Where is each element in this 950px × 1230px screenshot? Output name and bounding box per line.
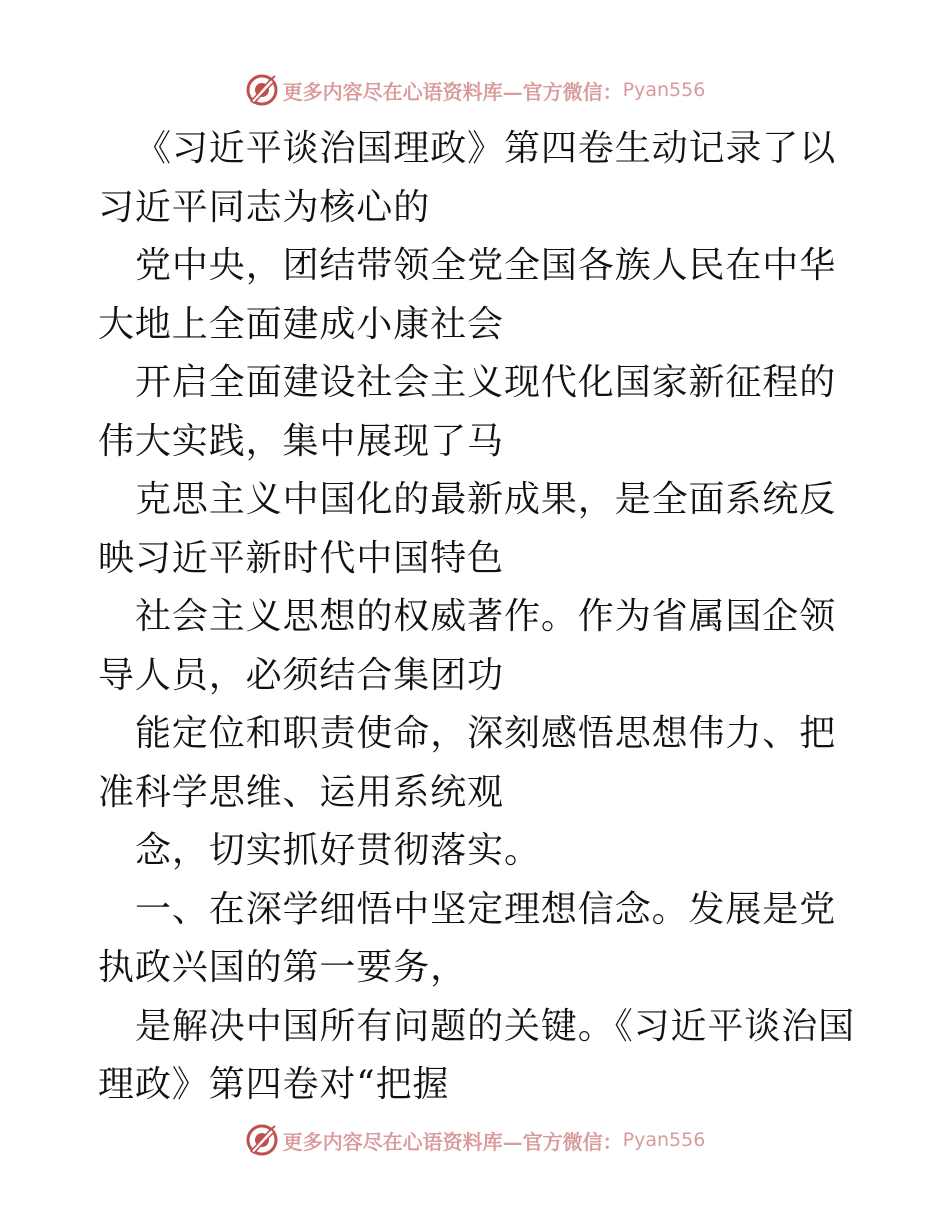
quill-logo-icon <box>245 73 279 107</box>
watermark-text: 更多内容尽在心语资料库—官方微信： <box>282 79 623 104</box>
body-paragraph: 是解决中国所有问题的关键。《习近平谈治国理政》第四卷对“把握 <box>98 1005 856 1105</box>
footer-watermark-banner <box>0 1118 950 1162</box>
header-watermark-banner <box>0 68 950 112</box>
quill-logo-icon <box>245 1123 279 1157</box>
body-paragraph: 社会主义思想的权威著作。作为省属国企领导人员，必须结合集团功 <box>98 596 837 696</box>
body-paragraph: 克思主义中国化的最新成果，是全面系统反映习近平新时代中国特色 <box>98 479 837 579</box>
watermark-contact: Pyan556 <box>622 1129 706 1151</box>
watermark-contact: Pyan556 <box>622 79 706 101</box>
body-paragraph: 开启全面建设社会主义现代化国家新征程的伟大实践，集中展现了马 <box>98 362 837 462</box>
body-paragraph: 能定位和职责使命，深刻感悟思想伟力、把准科学思维、运用系统观 <box>98 713 837 813</box>
watermark-text: 更多内容尽在心语资料库—官方微信： <box>282 1129 623 1154</box>
body-paragraph: 念，切实抓好贯彻落实。 <box>135 830 541 871</box>
body-paragraph: 党中央，团结带领全党全国各族人民在中华大地上全面建成小康社会 <box>98 245 837 345</box>
body-paragraph: 《习近平谈治国理政》第四卷生动记录了以习近平同志为核心的 <box>98 128 837 228</box>
document-body <box>98 120 858 1115</box>
body-paragraph: 一、在深学细悟中坚定理想信念。发展是党执政兴国的第一要务， <box>98 888 837 988</box>
